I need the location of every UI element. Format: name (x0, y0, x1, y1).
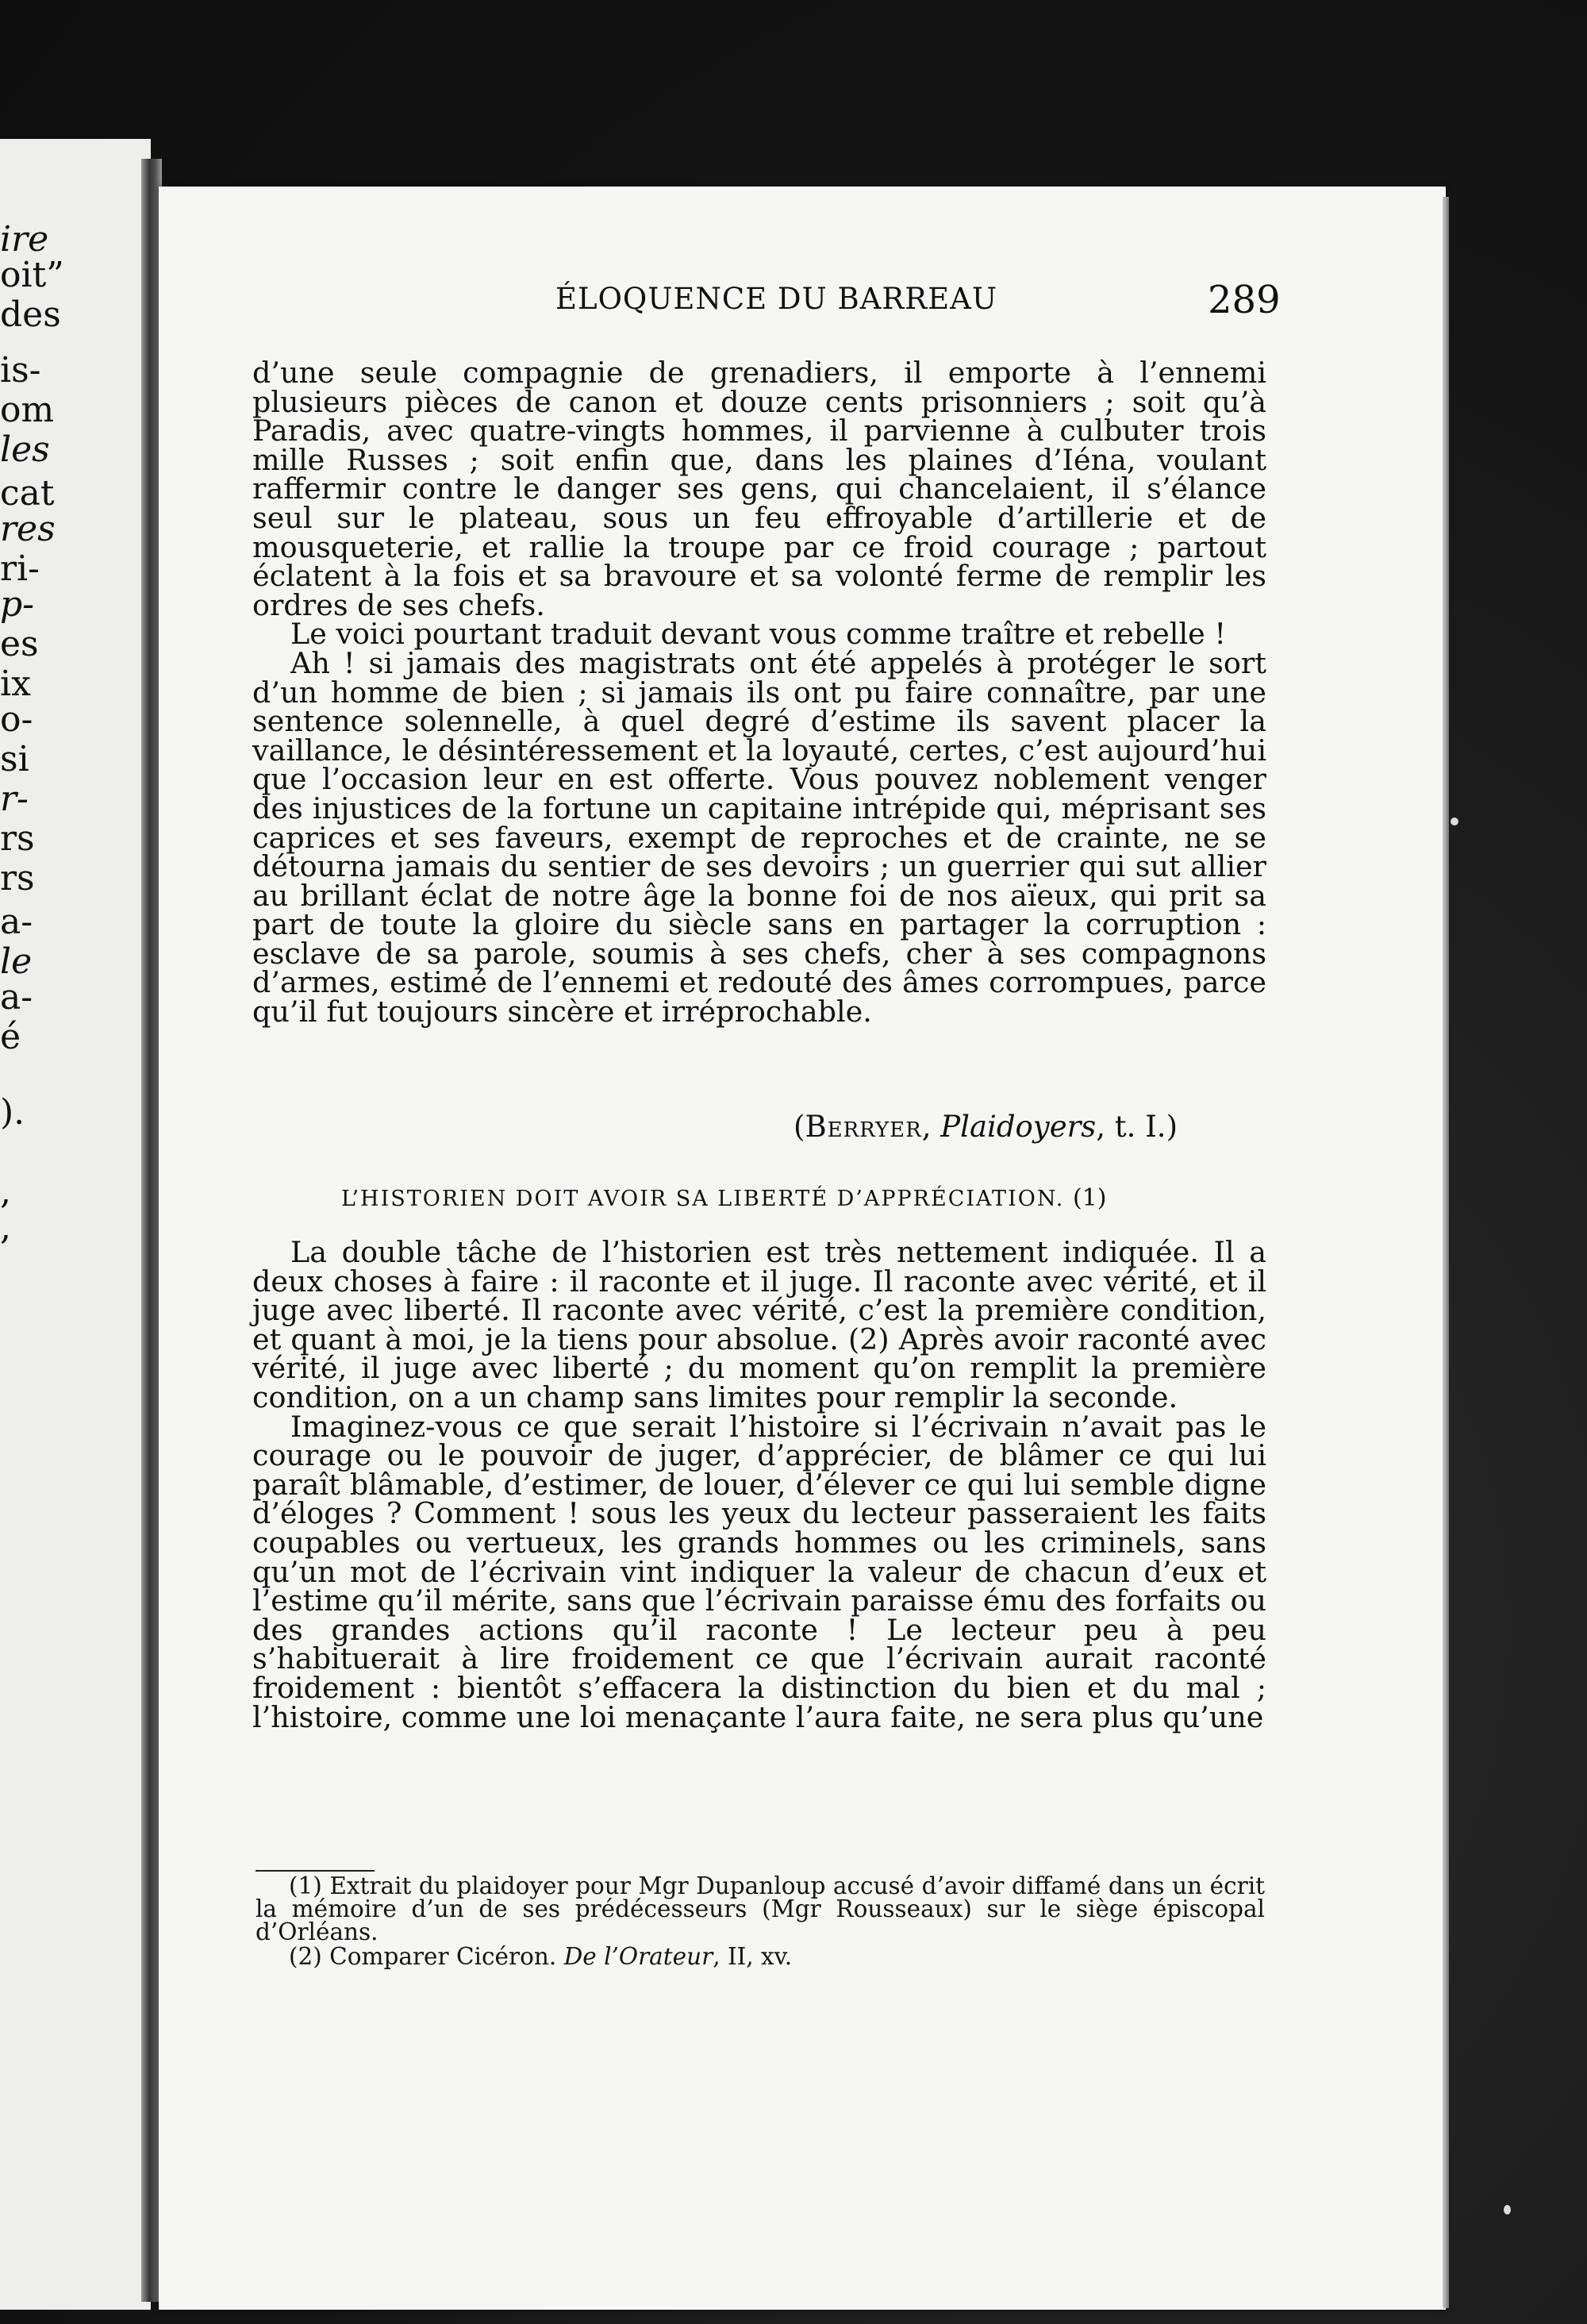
footnote-2 (256, 1945, 1265, 1968)
left-page-text-fragment: r- (0, 779, 29, 819)
left-page-text-fragment: des (0, 294, 61, 335)
text-block-historien (252, 1235, 1266, 1734)
footnotes (256, 1872, 1265, 1970)
dust-speck (1504, 2205, 1511, 2214)
left-page-fragment (0, 139, 151, 2310)
section-heading (341, 1184, 1106, 1212)
attribution-author: Berryer (805, 1110, 922, 1144)
left-page-text-fragment: o- (0, 699, 33, 740)
left-page-text-fragment: , (0, 1207, 11, 1248)
left-page-text-fragment: é (0, 1017, 21, 1057)
left-page-text-fragment: rs (0, 818, 35, 859)
text-block-berryer (252, 356, 1266, 1029)
left-page-text-fragment: , (0, 1172, 11, 1212)
left-page-text-fragment: is- (0, 350, 41, 391)
attribution-open: ( (794, 1110, 805, 1144)
left-page-text-fragment: a- (0, 902, 33, 942)
left-page-text-fragment: rs (0, 858, 35, 898)
left-page-text-fragment: oit” (0, 255, 64, 295)
paragraph: d’une seule compagnie de grenadiers, il emporte à l’ennemi plusieurs pièces de canon et douze cents prisonniers ; soit qu’à Paradis, avec quatre-vingts hommes, il parvienne à culbuter trois mille Russes ; soit enfin que, dans les plaines d’Iéna, voulant raffermir contre le danger ses gens, qui chancelaient, il s’élance seul sur le plateau, sous un feu effroyable d’artillerie et de mousqueterie, et rallie la troupe par ce froid courage ; partout éclatent à la fois et sa bravoure et sa volonté ferme de remplir les ordres de ses chefs. (252, 356, 1266, 622)
left-page-text-fragment: p- (0, 584, 35, 625)
section-title: L’HISTORIEN DOIT AVOIR SA LIBERTÉ D’APPRÉCIATION. (341, 1187, 1065, 1211)
paragraph: Ah ! si jamais des magistrats ont été appelés à protéger le sort d’un homme de bien ; si jamais ils ont pu faire connaître, par une sentence solennelle, à quel degré d’estime ils savent placer la vaillance, le désintéressement et la loyauté, certes, c’est aujourd’hui que l’occasion leur en est offerte. Vous pouvez noblement venger des injustices de la fortune un capitaine intrépide qui, méprisant ses caprices et ses faveurs, exempt de reproches et de crainte, ne se détourna jamais du sentier de ses devoirs ; un guerrier qui sut allier au brillant éclat de notre âge la bonne foi de nos aïeux, qui prit sa part de toute la gloire du siècle sans en partager la corruption : esclave de sa parole, soumis à ses chefs, cher à ses compagnons d’armes, estimé de l’ennemi et redouté des âmes corrompues, parce qu’il fut toujours sincère et irréprochable. (252, 645, 1266, 1029)
footnote-2-suffix: , II, xv. (713, 1943, 793, 1970)
attribution-tail: , t. I.) (1096, 1110, 1178, 1144)
page-edge (1443, 197, 1449, 2308)
paragraph: Le voici pourtant traduit devant vous comme traître et rebelle ! (290, 617, 1226, 652)
footnote-1: (1) Extrait du plaidoyer pour Mgr Dupanloup accusé d’avoir diffamé dans un écrit la mémoire d’un de ses prédécesseurs (Mgr Rousseaux) sur le siège épiscopal d’Orléans. (256, 1872, 1265, 1945)
left-page-text-fragment: ). (0, 1092, 25, 1133)
page-number: 289 (1208, 278, 1281, 322)
dust-speck (1451, 818, 1458, 825)
left-page-text-fragment: ire (0, 219, 49, 260)
footnote-2-work: De l’Orateur (563, 1943, 713, 1970)
attribution (794, 1110, 1178, 1144)
left-page-text-fragment: a- (0, 977, 33, 1018)
left-page-text-fragment: le (0, 941, 33, 982)
left-page-text-fragment: les (0, 429, 50, 470)
left-page-text-fragment: es (0, 624, 39, 664)
left-page-text-fragment: res (0, 509, 56, 549)
left-page-text-fragment: ri- (0, 548, 40, 589)
left-page-text-fragment: om (0, 390, 55, 430)
left-page-text-fragment: ix (0, 664, 31, 704)
paragraph: Imaginez-vous ce que serait l’histoire si l’écrivain n’avait pas le courage ou le pouvoir de juger, d’apprécier, de blâmer ce qui lui paraît blâmable, d’estimer, de louer, d’élever ce qui lui semble digne d’éloges ? Comment ! sous les yeux du lecteur passeraient les faits coupables ou vertueux, les grands hommes ou les criminels, sans qu’un mot de l’écrivain vint indiquer la valeur de chacun d’eux et l’estime qu’il mérite, sans que l’écrivain paraisse ému des forfaits ou des grandes actions qu’il raconte ! Le lecteur peu à peu s’habituerait à lire froidement ce que l’écrivain aurait raconté froidement : bientôt s’effacera la distinction du bien et du mal ; l’histoire, comme une loi menaçante l’aura faite, ne sera plus qu’une (252, 1409, 1266, 1734)
attribution-work: Plaidoyers (940, 1110, 1097, 1144)
attribution-sep: , (921, 1110, 941, 1144)
left-page-text-fragment: si (0, 739, 29, 779)
section-note-ref: (1) (1072, 1184, 1107, 1212)
paragraph: La double tâche de l’historien est très nettement indiquée. Il a deux choses à faire : il raconte et il juge. Il raconte avec vérité, et il juge avec liberté. Il raconte avec vérité, c’est la première condition, et quant à moi, je la tiens pour absolue. (2) Après avoir raconté avec vérité, il juge avec liberté ; du moment qu’on remplit la première condition, on a un champ sans limites pour remplir la seconde. (252, 1235, 1266, 1414)
footnote-2-prefix: (2) Comparer Cicéron. (289, 1943, 564, 1970)
footnote-rule (256, 1870, 375, 1872)
left-page-text-fragment: cat (0, 473, 55, 514)
running-head: ÉLOQUENCE DU BARREAU (555, 282, 998, 316)
